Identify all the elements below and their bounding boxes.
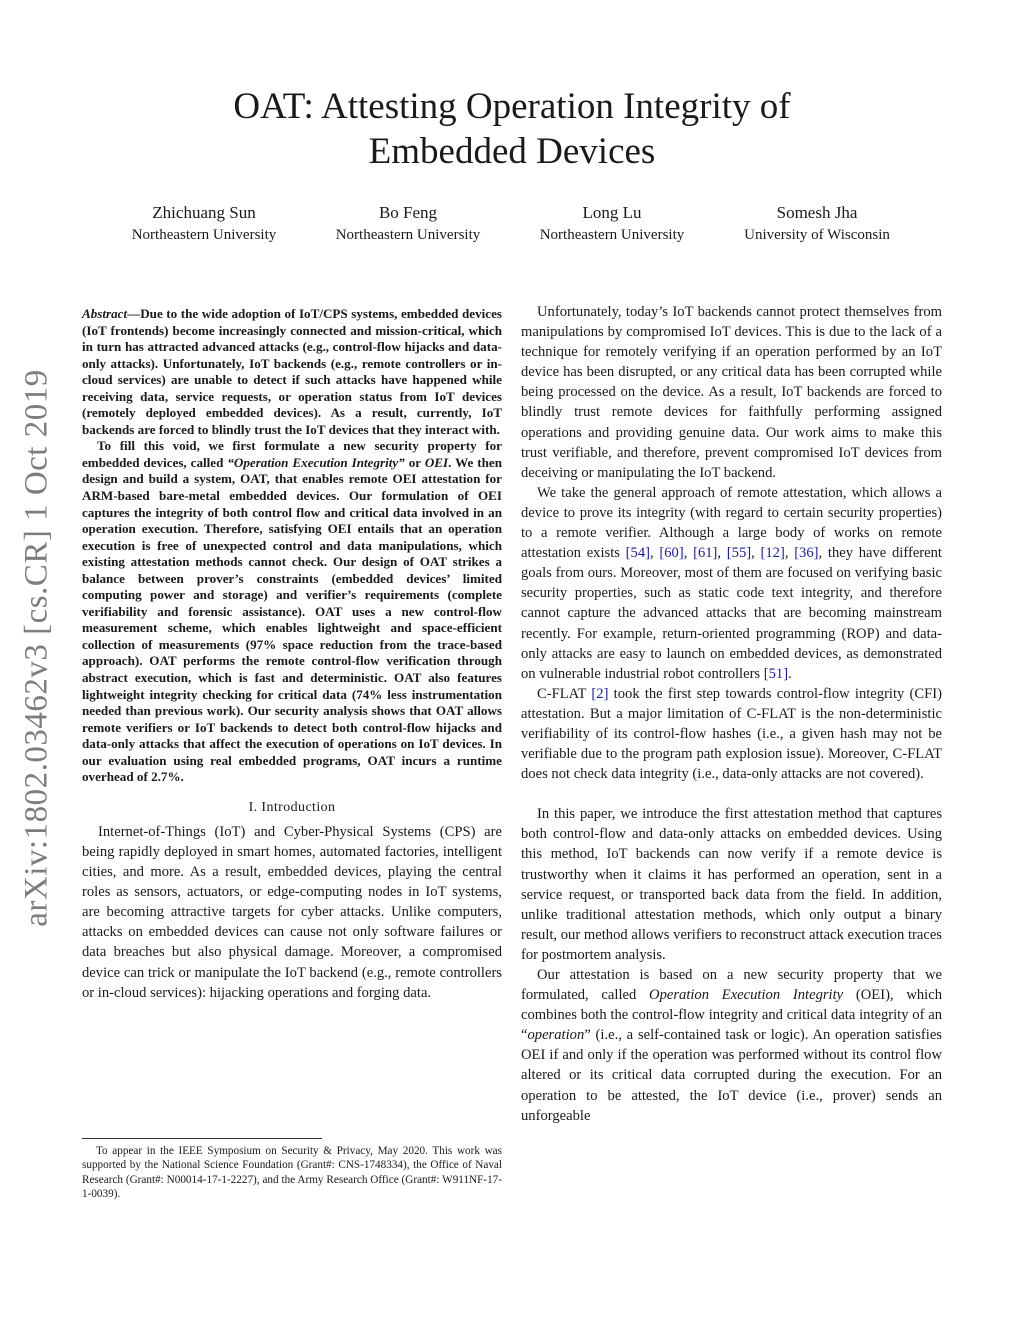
author-affiliation: Northeastern University	[539, 227, 685, 243]
right-text-5a: Our attestation is based on a new security property that we formulated, called	[521, 967, 942, 1004]
abstract-label: Abstract	[82, 306, 128, 321]
abstract-text-2a: To fill this void, we first formulate a new security property for embedded devices, called	[82, 438, 502, 470]
operation-term: operation	[527, 1027, 585, 1044]
right-column	[521, 302, 942, 1126]
abstract-text-1: —Due to the wide adoption of IoT/CPS systems, embedded devices (IoT frontends) become increasingly connected and mission-critical, which in turn has attracted advanced attacks (e.g., control-flow hijacks and data-only attacks). Unfortunately, IoT backends (e.g., remote controllers or in-cloud services) are unable to detect if such attacks have happened while receiving data, service requests, or operation status from IoT devices (remotely deployed embedded devices). As a result, currently, IoT backends are forced to blindly trust the IoT devices that they interact with.	[82, 306, 502, 437]
paragraph-gap	[521, 784, 942, 804]
citation-link[interactable]: [60]	[659, 545, 684, 562]
right-paragraph-1: Unfortunately, today’s IoT backends cannot protect themselves from manipulations by compromised IoT devices. This is due to the lack of a technique for remotely verifying if an operation performed by an IoT device has been disrupted, or any critical data has been corrupted while being processed on the device. As a result, IoT backends are forced to blindly trust remote devices for faithfully performing assigned operations and providing genuine data. Our work aims to make this trust verifiable, and therefore, prevent compromised IoT devices from deceiving or manipulating the IoT backend.	[521, 304, 942, 481]
author-block	[707, 202, 927, 245]
author-name: Somesh Jha	[776, 203, 858, 222]
citation-link[interactable]: [12]	[760, 545, 785, 562]
footnote	[82, 1138, 502, 1202]
arxiv-stamp-text: arXiv:1802.03462v3 [cs.CR] 1 Oct 2019	[18, 369, 55, 927]
author-affiliation: Northeastern University	[335, 227, 481, 243]
right-paragraph-3	[521, 684, 942, 784]
intro-paragraph-1: Internet-of-Things (IoT) and Cyber-Physical Systems (CPS) are being rapidly deployed in smart homes, automated factories, intelligent cities, and more. As a result, embedded devices, playing the central roles as sensors, actuators, or edge-computing nodes in IoT systems, are becoming attractive targets for cyber attacks. Unlike computers, attacks on embedded devices can cause not only software failures or data breaches but also physical damage. Moreover, a compromised device can trick or manipulate the IoT backend (e.g., remote controllers or in-cloud services): hijacking operations and forging data.	[82, 823, 502, 1001]
author-block	[94, 202, 314, 245]
right-paragraph-4: In this paper, we introduce the first attestation method that captures both control-flow and data-only attacks on embedded devices. Using this method, IoT backends can now verify if a remote device is trustworthy when it claims it has performed an operation, sent in a service request, or transported back data from the field. In addition, unlike traditional attestation methods, which only output a binary result, our method allows verifiers to reconstruct attack execution traces for postmortem analysis.	[521, 806, 942, 963]
abstract-paragraph-1	[82, 306, 502, 438]
abstract-text-2b: or	[404, 454, 425, 470]
citation-link[interactable]: [61]	[693, 545, 718, 562]
right-paragraph-5	[521, 965, 942, 1126]
citation-link[interactable]: [51]	[763, 665, 789, 682]
oei-term: Operation Execution Integrity	[649, 987, 844, 1004]
paper-title-line-2: Embedded Devices	[368, 131, 656, 172]
citation-link[interactable]: [54]	[625, 545, 650, 562]
abstract-text-2c: . We then design and build a system, OAT, that enables remote OEI attestation for ARM-based bare-metal embedded devices. Our formulation of OEI captures the integrity of both control flow and critical data involved in an operation execution. Therefore, satisfying OEI entails that an operation execution is free of unexpected control and data manipulations, which existing attestation methods cannot check. Our design of OAT strikes a balance between prover’s constraints (embedded devices’ limited computing power and storage) and verifier’s requirements (complete verifiability and forensic assistance). OAT uses a new control-flow measurement scheme, which enables lightweight and space-efficient collection of measurements (97% space reduction from the trace-based approach). OAT performs the remote control-flow verification through abstract execution, which is fast and deterministic. OAT also features lightweight integrity checking for critical data (74% less instrumentation needed than previous work). Our security analysis shows that OAT allows remote verifiers or IoT backends to detect both control-flow hijacks and data-only attacks that affect the execution of operations on IoT devices. In our evaluation using real embedded programs, OAT incurs a runtime overhead of 2.7%.	[82, 454, 502, 785]
footnote-text: To appear in the IEEE Symposium on Security & Privacy, May 2020. This work was supported by the National Science Foundation (Grant#: CNS-1748334), the Office of Naval Research (Grant#: N00014-17-1-2227), and the Army Research Office (Grant#: W911NF-17-1-0039).	[82, 1145, 502, 1201]
author-name: Zhichuang Sun	[152, 203, 256, 222]
author-block	[502, 202, 722, 245]
right-text-3a: C-FLAT	[537, 685, 592, 702]
right-text-2b: , they have different goals from ours. Moreover, most of them are focused on verifying basic security properties, such as static code text integrity, and therefore cannot capture the advanced attacks that are becoming mainstream recently. For example, return-oriented programming (ROP) and data-only attacks are easy to launch on embedded devices, as demonstrated on vulnerable industrial robot controllers	[521, 545, 942, 682]
abstract	[82, 306, 502, 786]
right-text-5c: ” (i.e., a self-contained task or logic). An operation satisfies OEI if and only if the operation was performed without its control flow altered or its critical data corrupted during the execution. For an operation to be attested, the IoT device (i.e., prover) sends an unforgeable	[521, 1027, 942, 1124]
section-heading: I. Introduction	[248, 799, 336, 815]
paper-title	[0, 84, 1024, 174]
paper-title-line-1: OAT: Attesting Operation Integrity of	[233, 86, 791, 127]
author-name: Long Lu	[582, 203, 642, 222]
oei-term: OEI	[424, 454, 449, 470]
right-text-5b: (OEI), which combines both the control-flow integrity and critical data integrity of an “	[521, 987, 942, 1044]
left-column	[82, 306, 502, 1003]
citation-link[interactable]: [2]	[591, 685, 609, 702]
arxiv-stamp	[17, 368, 57, 928]
footnote-rule	[82, 1138, 322, 1139]
author-name: Bo Feng	[378, 203, 438, 222]
right-paragraph-2: We take the general approach of remote attestation, which allows a device to prove its integrity (with regard to certain security properties) to a remote verifier. Although a large body of works on remote attestation exists [54], [60], [61], [55], [12], [36], they have different goals from ours. Moreover, most of them are focused on verifying basic security properties, such as static code text integrity, and therefore cannot capture the advanced attacks that are becoming mainstream recently. For example, return-oriented programming (ROP) and data-only attacks are easy to launch on embedded devices, as demonstrated on vulnerable industrial robot controllers [51].	[521, 484, 942, 682]
citation-link[interactable]: [55]	[726, 545, 752, 562]
author-block	[298, 202, 518, 245]
author-affiliation: University of Wisconsin	[744, 227, 890, 243]
right-text-2a: We take the general approach of remote attestation, which allows a device to prove its integrity (with regard to certain security properties) to a remote verifier. Although a large body of works on remote attestation exists	[521, 484, 942, 562]
abstract-paragraph-2	[82, 438, 502, 785]
right-text-3b: took the first step towards control-flow integrity (CFI) attestation. But a major limitation of C-FLAT is the non-deterministic verifiability of its control-flow hashes (i.e., a given hash may not be verifiable due to the program path explosion issue). Moreover, C-FLAT does not check data integrity (i.e., data-only attacks are not covered).	[521, 685, 942, 783]
oei-full-term: “Operation Execution Integrity”	[227, 454, 405, 470]
citation-link[interactable]: [36]	[794, 545, 819, 562]
author-affiliation: Northeastern University	[131, 227, 277, 243]
